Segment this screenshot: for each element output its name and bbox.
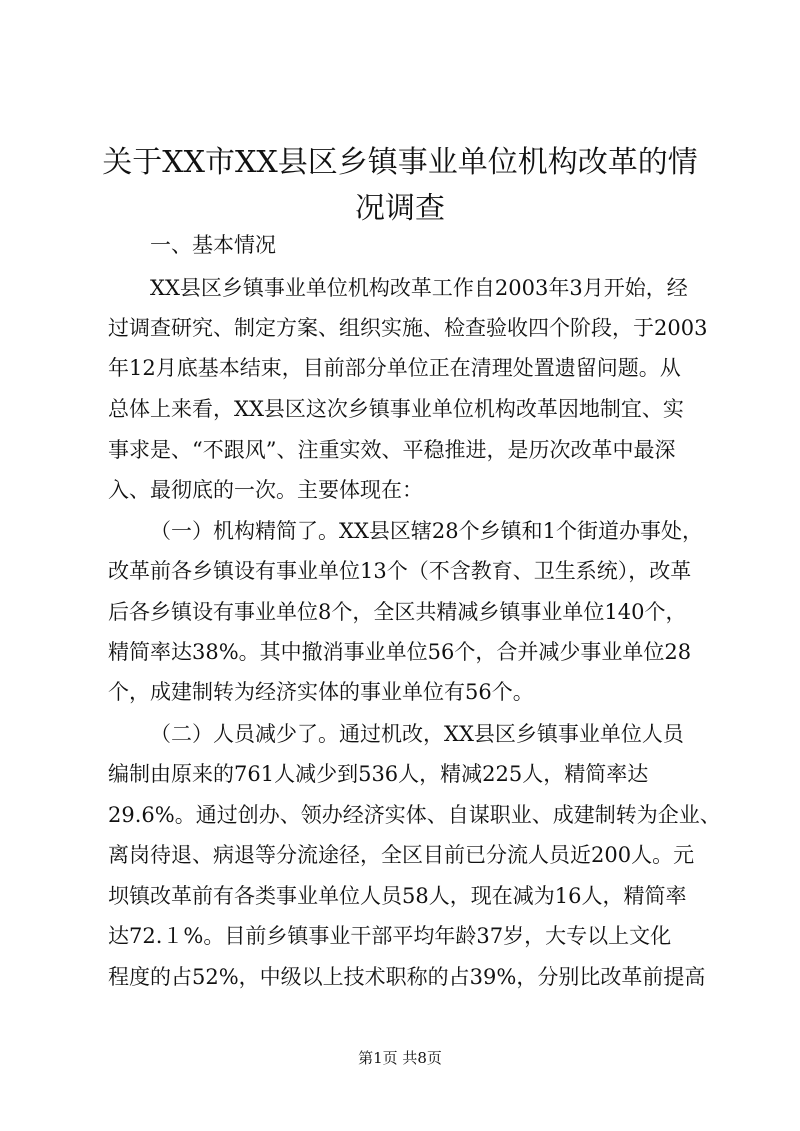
paragraph-line: 编制由原来的761人减少到536人，精减225人，精简率达	[108, 762, 649, 786]
paragraph-line: （一）机构精简了。XX县区辖28个乡镇和1个街道办事处，	[150, 519, 703, 543]
page-title	[100, 140, 700, 232]
paragraph-line: 离岗待退、病退等分流途径，全区目前已分流人员近200人。元	[108, 843, 695, 867]
page-footer: 第1页 共8页	[358, 1049, 442, 1067]
paragraph-line: 达72.１%。目前乡镇事业干部平均年龄37岁，大专以上文化	[108, 924, 672, 948]
paragraph-line: 个，成建制转为经济实体的事业单位有56个。	[108, 680, 534, 704]
paragraph-line: （二）人员减少了。通过机改，XX县区乡镇事业单位人员	[150, 722, 684, 746]
paragraph-line: 后各乡镇设有事业单位8个，全区共精减乡镇事业单位140个，	[108, 600, 687, 624]
section-heading: 一、基本情况	[150, 233, 276, 257]
paragraph-line: 程度的占52%，中级以上技术职称的占39%，分别比改革前提高	[108, 965, 706, 989]
paragraph-line: 精简率达38%。其中撤消事业单位56个，合并减少事业单位28	[108, 640, 692, 664]
paragraph-line: 改革前各乡镇设有事业单位13个（不含教育、卫生系统），改革	[108, 559, 692, 583]
paragraph-line: 坝镇改革前有各类事业单位人员58人，现在减为16人，精简率	[108, 884, 687, 908]
paragraph-line: 29.6%。通过创办、领办经济实体、自谋职业、成建制转为企业、	[108, 803, 721, 827]
paragraph-line: 事求是、“不跟风”、注重实效、平稳推进，是历次改革中最深	[108, 438, 676, 462]
title-line-1: 关于XX市XX县区乡镇事业单位机构改革的情	[102, 145, 698, 180]
title-line-2: 况调查	[355, 191, 445, 226]
paragraph-line: XX县区乡镇事业单位机构改革工作自2003年3月开始，经	[150, 276, 688, 300]
paragraph-line: 入、最彻底的一次。主要体现在：	[108, 478, 423, 502]
paragraph-line: 年12月底基本结束，目前部分单位正在清理处置遗留问题。从	[108, 356, 681, 380]
paragraph-line: 过调查研究、制定方案、组织实施、检查验收四个阶段，于2003	[108, 316, 708, 340]
paragraph-line: 总体上来看，XX县区这次乡镇事业单位机构改革因地制宜、实	[108, 397, 684, 421]
